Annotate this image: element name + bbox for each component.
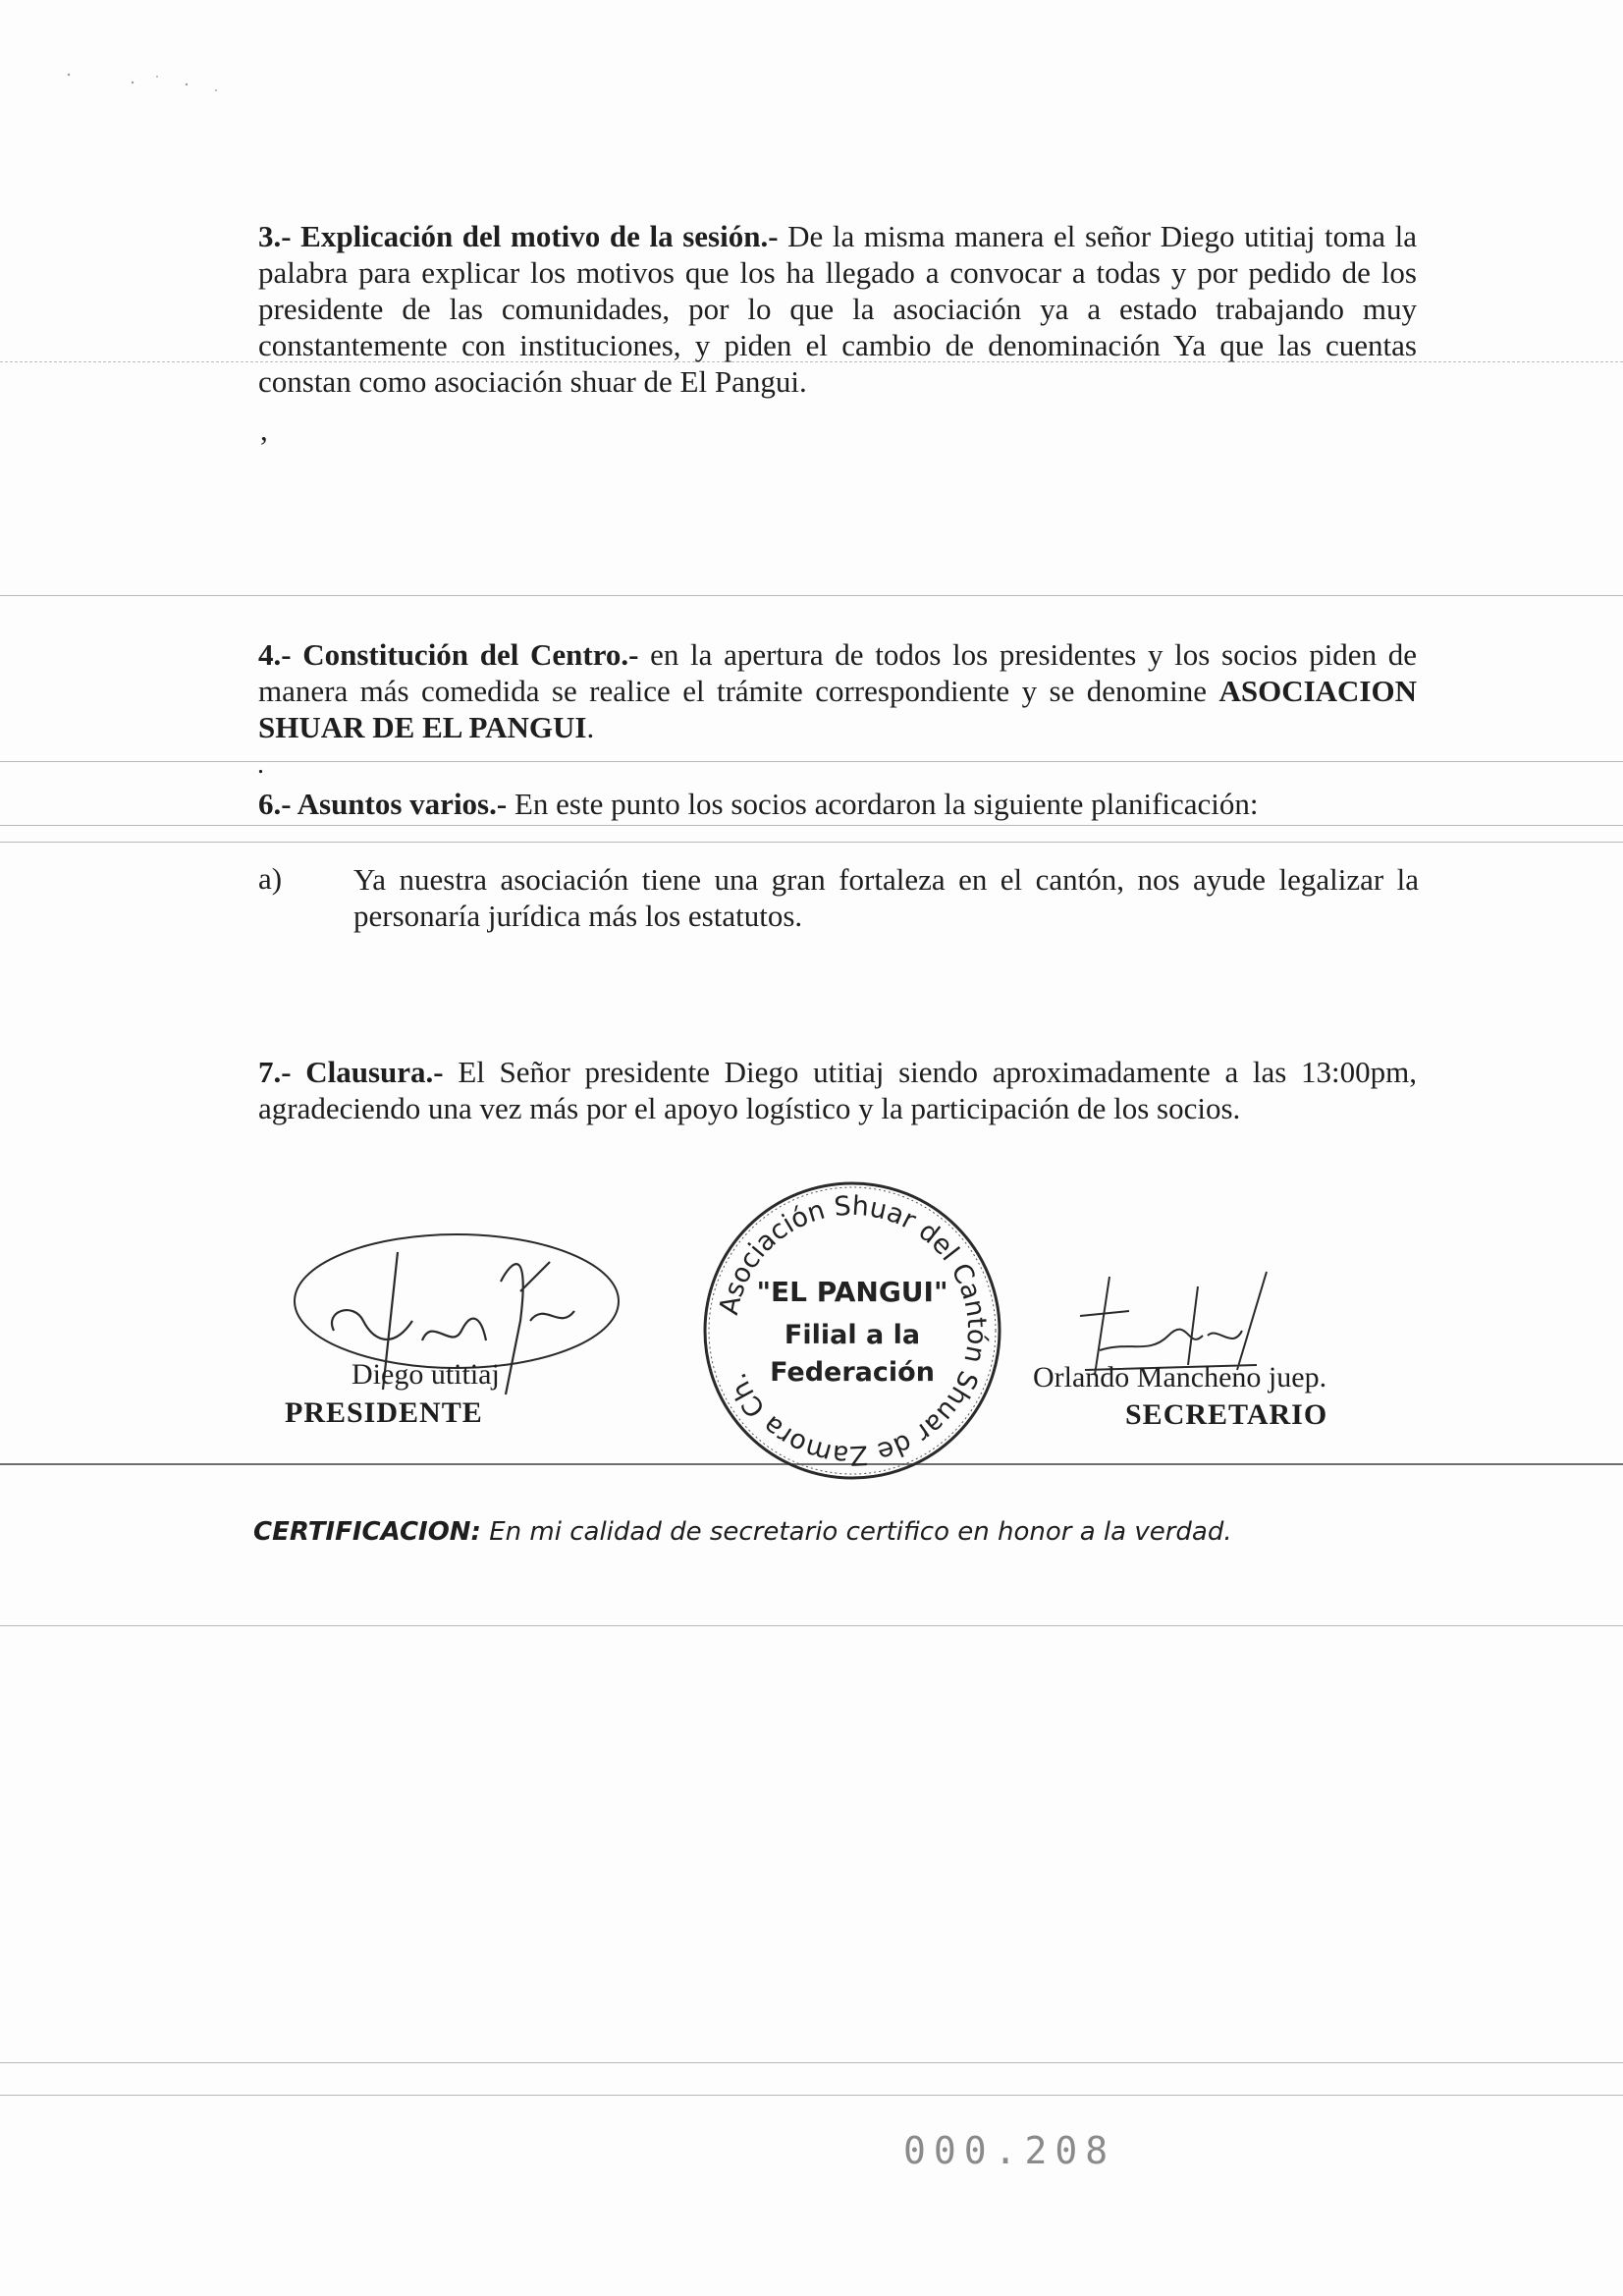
secretary-name: Orlando Mancheno juep. (1033, 1361, 1327, 1394)
scan-line (0, 842, 1623, 843)
seal-center-line2: Filial a la (784, 1320, 921, 1350)
scan-line (0, 595, 1623, 596)
section-6-label: 6.- Asuntos varios.- (258, 787, 508, 821)
scan-specks (59, 69, 255, 108)
section-7-text: El Señor presidente Diego utitiaj siendo aproximadamente a las 13:00pm, agradeciendo una vez más por el apoyo logístico y la participación de los socios. (258, 1055, 1417, 1125)
list-item-text: Ya nuestra asociación tiene una gran fortaleza en el cantón, nos ayude legalizar la personaría jurídica más los estatutos. (353, 862, 1419, 933)
stray-mark: . (257, 749, 264, 780)
section-3-paragraph (258, 218, 1417, 400)
seal-ring-text: Asociación Shuar del Cantón Shuar de Zamora Ch. (714, 1190, 993, 1471)
section-7-paragraph (258, 1054, 1417, 1126)
page-number: 000.208 (903, 2129, 1116, 2172)
scan-line (0, 761, 1623, 762)
section-4-label: 4.- Constitución del Centro.- (258, 637, 639, 672)
section-7-label: 7.- Clausura.- (258, 1055, 444, 1089)
section-4-paragraph (258, 636, 1417, 745)
certification-label: CERTIFICACION: (253, 1517, 481, 1547)
scan-line (0, 825, 1623, 826)
scan-line (0, 1625, 1623, 1626)
certification-line (253, 1517, 1232, 1547)
association-seal (690, 1169, 1014, 1493)
president-role: PRESIDENTE (285, 1396, 483, 1429)
section-6-paragraph (258, 786, 1417, 822)
scan-line (0, 2062, 1623, 2063)
list-item-marker: a) (258, 861, 283, 896)
section-4-end: . (586, 710, 595, 744)
association-name: ASOCIACION SHUAR DE EL PANGUI (258, 674, 1417, 744)
scan-line (0, 2095, 1623, 2096)
seal-center-name: "EL PANGUI" (756, 1276, 948, 1308)
seal-center-line3: Federación (770, 1357, 935, 1388)
section-3-text: De la misma manera el señor Diego utitiaj toma la palabra para explicar los motivos que los ha llegado a convocar a todas y por pedido de los presidente de las comunidades, por lo que la asociación ya a estado trabajando muy constantemente con instituciones, y piden el cambio de denominación Ya que las cuentas constan como asociación shuar de El Pangui. (258, 219, 1417, 399)
certification-text: En mi calidad de secretario certifico en honor a la verdad. (480, 1517, 1232, 1547)
section-3-label: 3.- Explicación del motivo de la sesión.- (258, 219, 779, 253)
president-name: Diego utitiaj (352, 1358, 500, 1391)
section-6-text: En este punto los socios acordaron la siguiente planificación: (507, 787, 1259, 821)
stray-mark: , (260, 412, 268, 447)
secretary-role: SECRETARIO (1125, 1398, 1328, 1431)
section-4-text: en la apertura de todos los presidentes y los socios piden de manera más comedida se realice el trámite correspondiente y se denomine (258, 637, 1417, 708)
